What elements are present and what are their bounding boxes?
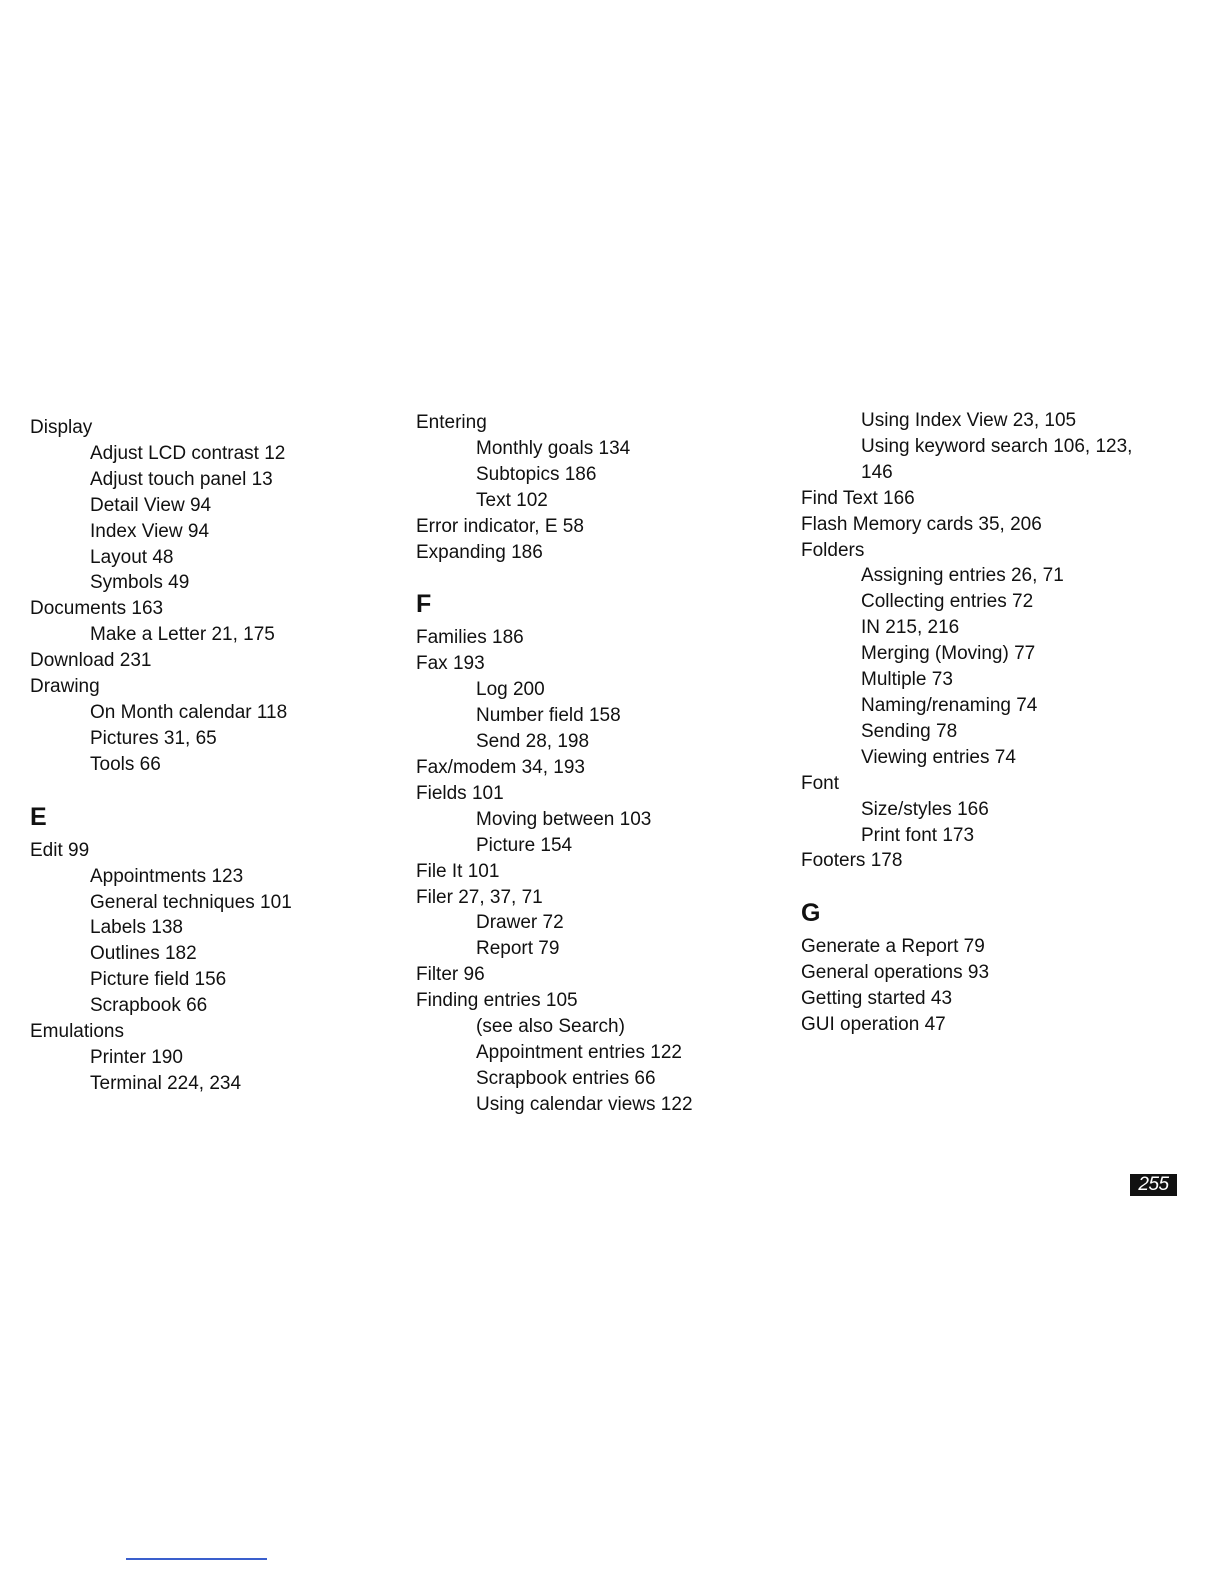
index-subentry: Make a Letter 21, 175 [90, 624, 275, 646]
index-subentry: Subtopics 186 [476, 463, 597, 485]
index-subentry: Monthly goals 134 [476, 437, 631, 459]
index-entry: Expanding 186 [416, 541, 543, 563]
index-entry: Display [30, 417, 93, 438]
index-subentry: Collecting entries 72 [861, 591, 1034, 613]
index-subentry: Log 200 [476, 679, 545, 701]
index-subentry: Sending 78 [861, 720, 958, 742]
index-entry: Folders [801, 539, 865, 561]
section-letter: F [416, 590, 432, 619]
index-subentry: IN 215, 216 [861, 617, 960, 639]
index-subentry: Printer 190 [90, 1046, 183, 1068]
index-subentry: Pictures 31, 65 [90, 727, 217, 749]
index-entry: Fax/modem 34, 193 [416, 756, 585, 778]
index-entry: Find Text 166 [801, 487, 915, 509]
index-subentry: Adjust touch panel 13 [90, 468, 273, 490]
index-subentry: Picture 154 [476, 834, 573, 856]
index-subentry: Merging (Moving) 77 [861, 643, 1036, 665]
index-subentry: Labels 138 [90, 917, 183, 939]
index-subentry: Appointments 123 [90, 865, 244, 887]
index-entry: Getting started 43 [801, 988, 953, 1010]
index-entry: Font [801, 772, 840, 794]
index-subentry: Number field 158 [476, 705, 621, 727]
index-subentry: Text 102 [476, 489, 548, 511]
index-subentry: 146 [861, 461, 893, 483]
index-subentry: Multiple 73 [861, 669, 953, 691]
index-subentry: On Month calendar 118 [90, 701, 288, 723]
index-subentry: Using calendar views 122 [476, 1093, 693, 1115]
section-letter: E [30, 802, 47, 831]
index-entry: Emulations [30, 1021, 124, 1043]
index-subentry: Size/styles 166 [861, 798, 989, 820]
index-subentry: Adjust LCD contrast 12 [90, 442, 286, 464]
index-column-3 [801, 408, 1201, 1038]
index-subentry: Index View 94 [90, 520, 210, 542]
index-entry: Documents 163 [30, 598, 164, 620]
index-subentry: Naming/renaming 74 [861, 694, 1038, 716]
index-subentry: Assigning entries 26, 71 [861, 565, 1064, 587]
index-entry: Fax 193 [416, 653, 485, 675]
index-entry: Families 186 [416, 627, 524, 649]
index-entry: Download 231 [30, 650, 152, 672]
index-entry: Generate a Report 79 [801, 936, 985, 958]
index-subentry: Report 79 [476, 938, 560, 960]
index-subentry: Send 28, 198 [476, 731, 590, 753]
index-subentry: Using keyword search 106, 123, [861, 435, 1133, 457]
index-subentry: Scrapbook entries 66 [476, 1067, 656, 1089]
footer-rule [126, 1558, 267, 1560]
index-subentry: Detail View 94 [90, 494, 212, 516]
index-subentry: (see also Search) [476, 1016, 625, 1038]
index-entry: General operations 93 [801, 962, 990, 984]
index-subentry: Layout 48 [90, 546, 174, 568]
index-entry: Error indicator, E 58 [416, 515, 584, 537]
section-letter: G [801, 899, 821, 928]
index-subentry: General techniques 101 [90, 891, 292, 913]
index-entry: Drawing [30, 676, 100, 698]
index-entry: Filter 96 [416, 964, 485, 986]
index-entry: Flash Memory cards 35, 206 [801, 513, 1042, 535]
index-subentry: Outlines 182 [90, 943, 197, 965]
index-entry: Filer 27, 37, 71 [416, 886, 543, 908]
index-entry: Edit 99 [30, 839, 90, 861]
index-entry: Finding entries 105 [416, 990, 578, 1012]
index-subentry: Appointment entries 122 [476, 1041, 682, 1063]
index-entry: File It 101 [416, 860, 500, 882]
index-subentry: Picture field 156 [90, 969, 227, 991]
index-entry: Entering [416, 412, 487, 433]
index-subentry: Viewing entries 74 [861, 746, 1016, 768]
index-subentry: Scrapbook 66 [90, 995, 208, 1017]
index-subentry: Symbols 49 [90, 572, 190, 594]
index-subentry: Using Index View 23, 105 [861, 410, 1077, 431]
index-subentry: Drawer 72 [476, 912, 564, 934]
index-subentry: Print font 173 [861, 824, 975, 846]
index-column-2 [416, 410, 796, 1118]
page-number-badge: 255 [1130, 1174, 1177, 1196]
index-entry: Footers 178 [801, 850, 903, 872]
index-column-1 [30, 415, 390, 1097]
index-subentry: Moving between 103 [476, 808, 652, 830]
index-subentry: Terminal 224, 234 [90, 1072, 242, 1094]
index-entry: Fields 101 [416, 782, 504, 804]
index-subentry: Tools 66 [90, 753, 161, 775]
index-entry: GUI operation 47 [801, 1014, 946, 1036]
